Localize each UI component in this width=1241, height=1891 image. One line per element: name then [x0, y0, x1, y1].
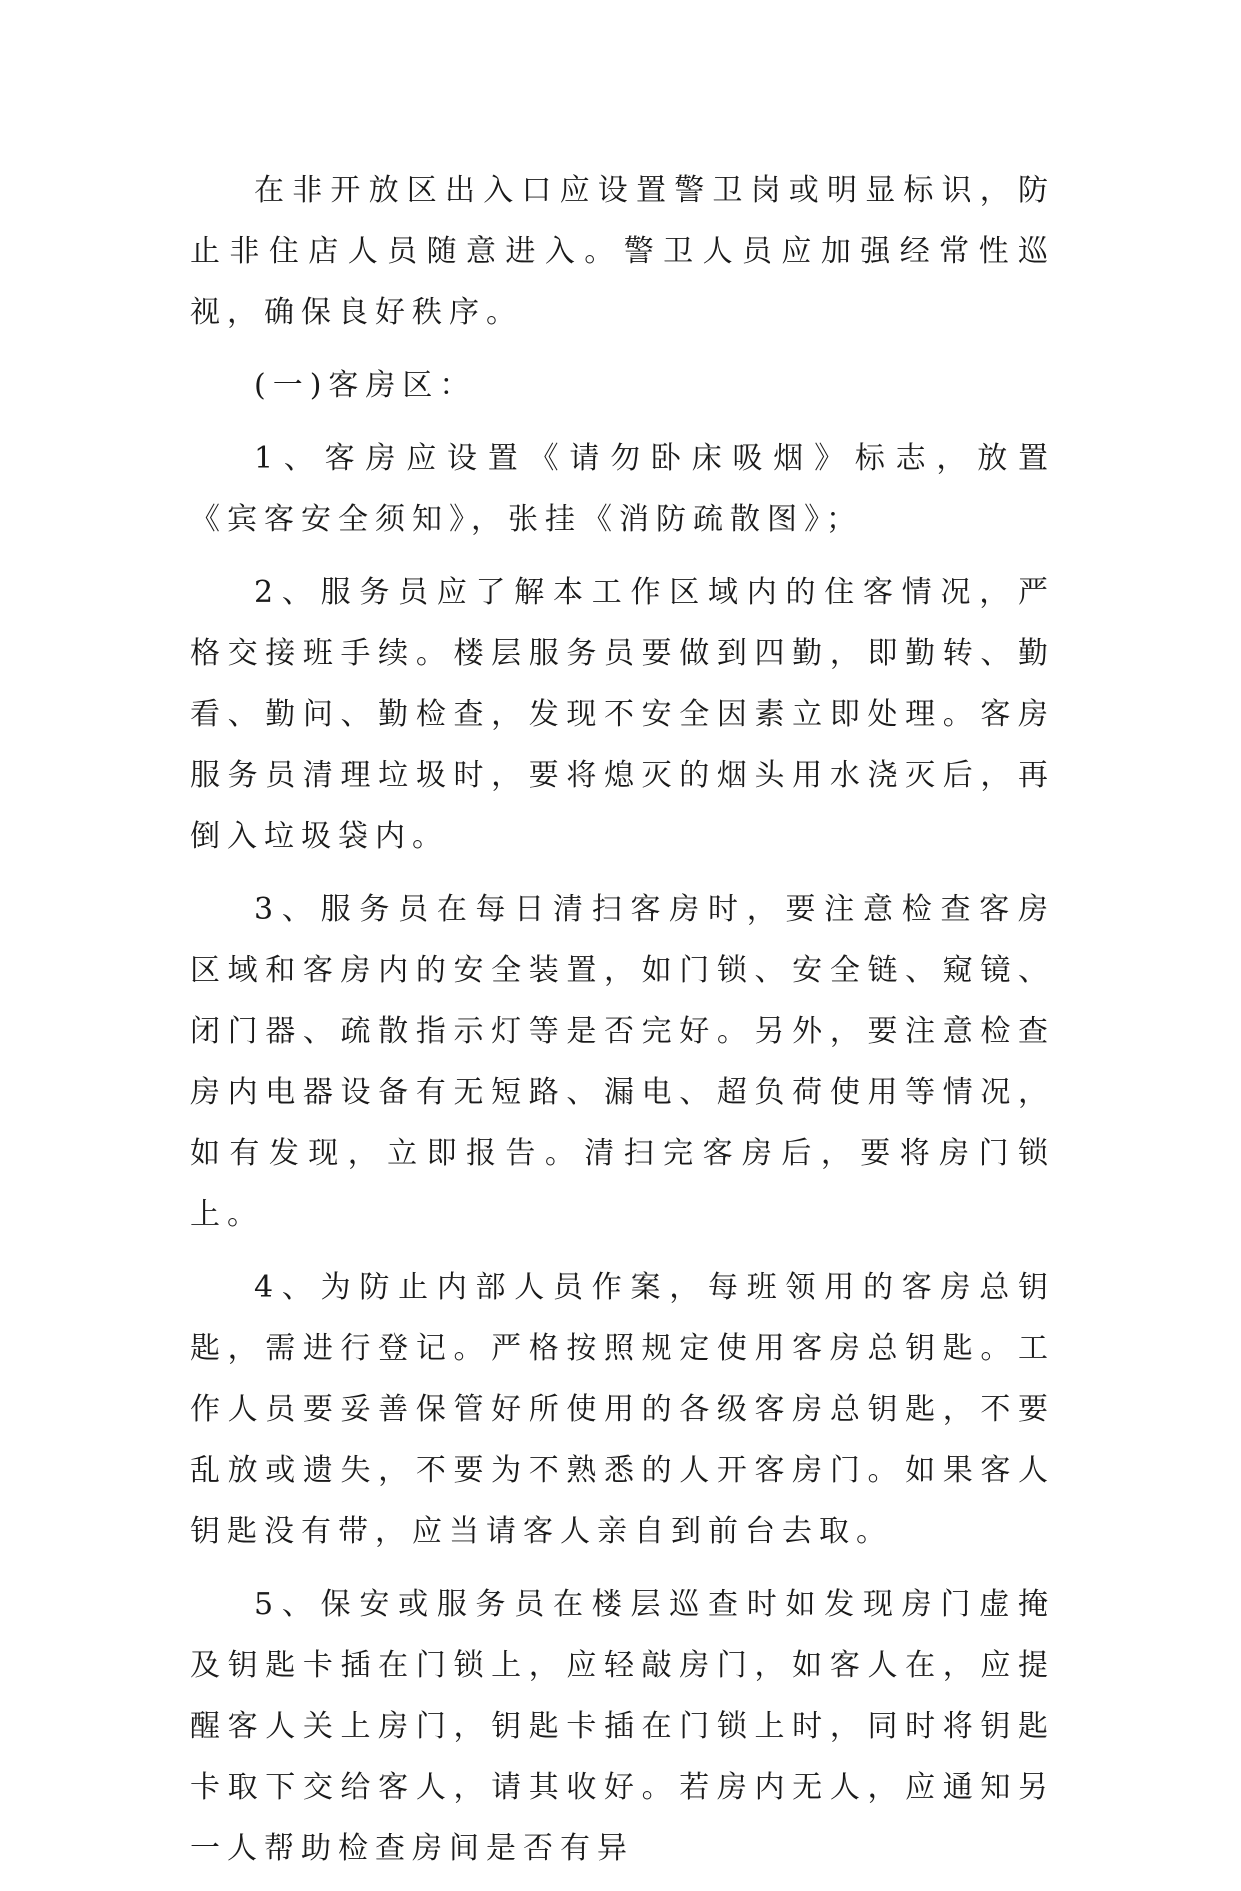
paragraph-item-5: 5、保安或服务员在楼层巡查时如发现房门虚掩及钥匙卡插在门锁上，应轻敲房门，如客人在，应提醒客人关上房门，钥匙卡插在门锁上时，同时将钥匙卡取下交给客人，请其收好。若房内无人，应通知另一人帮助检查房间是否有异 [190, 1587, 1055, 1866]
document-body [190, 160, 1055, 1891]
paragraph-item-4: 4、为防止内部人员作案，每班领用的客房总钥匙，需进行登记。严格按照规定使用客房总钥匙。工作人员要妥善保管好所使用的各级客房总钥匙，不要乱放或遗失，不要为不熟悉的人开客房门。如果客人钥匙没有带，应当请客人亲自到前台去取。 [190, 1270, 1055, 1549]
paragraph-item-1: 1、客房应设置《请勿卧床吸烟》标志，放置《宾客安全须知》，张挂《消防疏散图》； [190, 441, 1055, 537]
paragraph-item-3: 3、服务员在每日清扫客房时，要注意检查客房区域和客房内的安全装置，如门锁、安全链、窥镜、闭门器、疏散指示灯等是否完好。另外，要注意检查房内电器设备有无短路、漏电、超负荷使用等情况，如有发现，立即报告。清扫完客房后，要将房门锁上。 [190, 892, 1055, 1232]
section-heading-guest-rooms: (一)客房区： [254, 368, 477, 403]
paragraph-intro: 在非开放区出入口应设置警卫岗或明显标识，防止非住店人员随意进入。警卫人员应加强经常性巡视，确保良好秩序。 [190, 173, 1055, 330]
paragraph-item-2: 2、服务员应了解本工作区域内的住客情况，严格交接班手续。楼层服务员要做到四勤，即勤转、勤看、勤问、勤检查，发现不安全因素立即处理。客房服务员清理垃圾时，要将熄灭的烟头用水浇灭后，再倒入垃圾袋内。 [190, 575, 1055, 854]
